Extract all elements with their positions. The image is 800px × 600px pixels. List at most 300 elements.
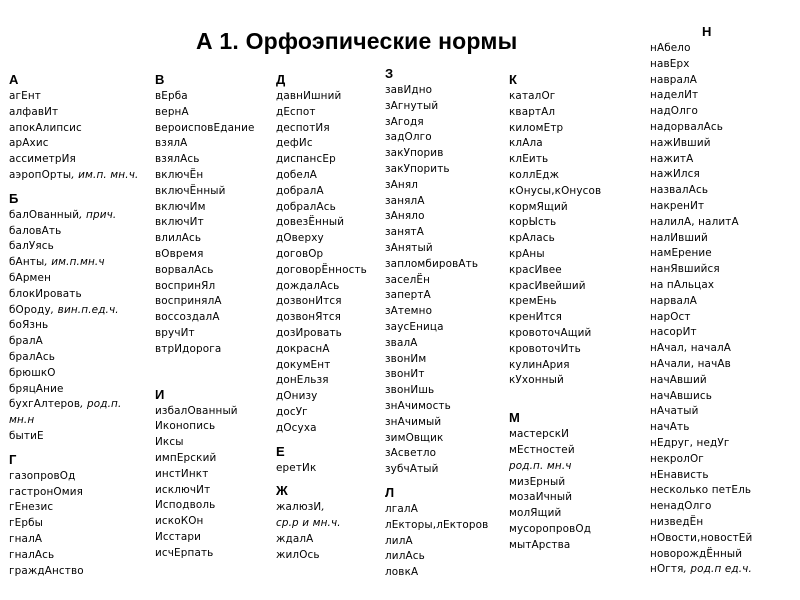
word-item: [276, 373, 367, 389]
word-text: кремЕнь: [509, 295, 557, 308]
word-item: [385, 115, 488, 131]
word-text: арАхис: [9, 137, 49, 150]
word-text: нарвалА: [650, 294, 698, 307]
word-item: [385, 241, 488, 257]
word-text: клЕить: [509, 153, 549, 166]
word-text: нОвости,новостЕй: [650, 531, 753, 544]
word-text: влилАсь: [155, 232, 202, 245]
word-list: [276, 89, 367, 437]
word-text: нажитА: [650, 152, 694, 165]
word-item: [155, 200, 255, 216]
word-item: [650, 325, 752, 341]
word-text: гналАсь: [9, 548, 55, 561]
word-text: зАнял: [385, 178, 419, 191]
word-item: [385, 431, 488, 447]
word-item: [509, 136, 601, 152]
column-k-m: [509, 73, 601, 554]
word-item: [509, 490, 601, 506]
word-text: кулинАрия: [509, 358, 570, 371]
section-letter: В: [155, 72, 165, 87]
word-item: [385, 534, 488, 550]
word-item: [385, 462, 488, 478]
word-item: [650, 531, 752, 547]
word-item: [650, 231, 752, 247]
word-item: [385, 367, 488, 383]
word-item: [9, 303, 138, 319]
word-text: апокАлипсис: [9, 121, 82, 134]
word-text: дозИровать: [276, 326, 342, 339]
word-item: [276, 405, 367, 421]
word-text: баловАть: [9, 224, 62, 237]
word-text: гастронОмия: [9, 485, 84, 498]
word-text: вОвремя: [155, 247, 204, 260]
word-item: [276, 89, 367, 105]
word-text: звонИм: [385, 352, 427, 365]
word-item: [650, 262, 752, 278]
word-item: [650, 73, 752, 89]
word-list: [509, 89, 601, 389]
word-item: [9, 121, 138, 137]
word-text: каталОг: [509, 90, 556, 102]
word-item: [509, 342, 601, 358]
word-text: назвалАсь: [650, 184, 709, 197]
word-text: еретИк: [276, 461, 317, 474]
word-item: [385, 209, 488, 225]
word-item: [9, 136, 138, 152]
word-text: импЕрский: [155, 451, 217, 464]
word-item: [9, 239, 138, 255]
word-item: [276, 279, 367, 295]
word-item: [385, 320, 488, 336]
section-a: [9, 73, 138, 184]
word-list: [9, 208, 138, 445]
word-text: гЕнезис: [9, 501, 54, 514]
word-item: [385, 352, 488, 368]
word-item: [9, 350, 138, 366]
word-text: киломЕтр: [509, 121, 564, 134]
word-text: исключИт: [155, 483, 211, 496]
section-l: [385, 486, 488, 581]
word-item: [155, 184, 255, 200]
word-item: [155, 279, 255, 295]
word-text: лилА: [385, 534, 413, 547]
word-item: [9, 255, 138, 271]
word-item: [509, 247, 601, 263]
word-text: бАнты: [9, 256, 45, 269]
word-text: лгалА: [385, 502, 418, 515]
word-item: [276, 168, 367, 184]
word-item: [385, 225, 488, 241]
word-item: [509, 506, 601, 522]
word-list: [9, 89, 138, 184]
word-item: [276, 532, 367, 548]
word-item: [650, 104, 752, 120]
word-list: [385, 83, 488, 478]
section-v: [155, 73, 255, 358]
word-text: бряцАние: [9, 382, 64, 395]
word-item: [155, 546, 255, 562]
word-item: [509, 215, 601, 231]
section-m: [509, 411, 601, 553]
word-item: [385, 336, 488, 352]
word-text: деспотИя: [276, 121, 330, 134]
column-n: [650, 25, 752, 578]
word-text: дЕспот: [276, 105, 316, 118]
section-d: [276, 73, 367, 437]
word-text: ловкА: [385, 566, 419, 579]
word-item: [276, 342, 367, 358]
word-text: кУхонный: [509, 374, 564, 387]
word-item: [9, 382, 138, 398]
word-text: алфавИт: [9, 105, 59, 118]
word-text: нанЯвшийся: [650, 263, 720, 276]
word-item: [276, 389, 367, 405]
word-item: [509, 326, 601, 342]
word-item: [155, 89, 255, 105]
word-text: мусоропровОд: [509, 522, 592, 535]
grammar-note: , им.п.мн.ч: [44, 256, 105, 269]
word-text: кровоточИть: [509, 342, 581, 355]
word-text: нарОст: [650, 310, 691, 323]
word-text: надОлго: [650, 105, 699, 118]
word-text: лЕкторы,лЕкторов: [385, 518, 489, 531]
word-text: закУпорить: [385, 162, 450, 175]
word-item: [9, 168, 138, 184]
word-text: зубчАтый: [385, 463, 439, 476]
word-text: навралА: [650, 73, 698, 86]
word-item: [385, 146, 488, 162]
word-text: занятА: [385, 226, 424, 239]
word-text: знАчимость: [385, 399, 451, 412]
word-item: [509, 373, 601, 389]
word-text: донЕльзя: [276, 374, 329, 387]
word-text: взялА: [155, 137, 188, 150]
word-item: [385, 178, 488, 194]
word-text: договОр: [276, 247, 324, 260]
word-list: [155, 89, 255, 358]
word-list: [9, 469, 138, 580]
word-item: [650, 167, 752, 183]
word-item: [509, 358, 601, 374]
word-text: зимОвщик: [385, 431, 444, 444]
grammar-note: , вин.п.ед.ч.: [50, 303, 119, 316]
word-text: насорИт: [650, 326, 697, 339]
word-text: бралА: [9, 335, 43, 348]
word-item: [155, 215, 255, 231]
word-text: взялАсь: [155, 153, 200, 166]
word-item: [9, 271, 138, 287]
word-text: нажИлся: [650, 168, 700, 181]
word-item: [276, 152, 367, 168]
word-text: дОнизу: [276, 390, 318, 403]
word-text: вручИт: [155, 326, 195, 339]
word-text: договорЁнность: [276, 263, 367, 276]
word-text: дОверху: [276, 232, 324, 245]
word-text: молЯщий: [509, 507, 562, 520]
section-n: [650, 25, 752, 578]
word-item: [385, 273, 488, 289]
word-text: крАны: [509, 247, 545, 260]
word-item: [650, 515, 752, 531]
word-item: [9, 208, 138, 224]
word-text: зАгнутый: [385, 99, 439, 112]
word-text: начАвший: [650, 373, 707, 386]
word-item: [385, 194, 488, 210]
word-text: некролОг: [650, 452, 704, 465]
word-text: звонИт: [385, 368, 425, 381]
word-text: дождалАсь: [276, 279, 340, 292]
word-text: включЁнный: [155, 184, 226, 197]
word-item: [509, 105, 601, 121]
word-list: [509, 427, 601, 553]
word-item: [9, 105, 138, 121]
word-item: [276, 500, 367, 516]
word-item: [276, 516, 367, 532]
word-text: агЕнт: [9, 90, 41, 102]
word-text: нОгтя: [650, 563, 684, 576]
word-text: мозаИчный: [509, 491, 573, 504]
section-e: [276, 445, 367, 477]
word-text: искоКОн: [155, 515, 204, 528]
word-item: [9, 397, 138, 413]
word-item: [509, 443, 601, 459]
word-item: [385, 565, 488, 581]
word-item: [650, 199, 752, 215]
word-text: мастерскИ: [509, 428, 570, 441]
word-text: Исподволь: [155, 499, 216, 512]
word-item: [155, 136, 255, 152]
word-item: [276, 421, 367, 437]
section-i: [155, 388, 255, 562]
word-text: корЫсть: [509, 216, 557, 229]
section-letter: М: [509, 410, 520, 426]
word-item: [9, 469, 138, 485]
word-text: брюшкО: [9, 366, 56, 379]
word-text: дОсуха: [276, 421, 317, 434]
word-text: довезЁнный: [276, 216, 345, 229]
word-text: кормЯщий: [509, 200, 568, 213]
word-text: зАнятый: [385, 241, 433, 254]
word-item: [155, 326, 255, 342]
section-letter: Б: [9, 190, 19, 206]
section-letter: Г: [9, 451, 17, 467]
word-text: мЕстностей: [509, 443, 575, 456]
word-text: красИвее: [509, 263, 562, 276]
word-item: [155, 467, 255, 483]
word-text: звалА: [385, 336, 418, 349]
word-text: воспринялА: [155, 295, 222, 308]
word-item: [155, 514, 255, 530]
word-item: [650, 215, 752, 231]
word-text: бОроду: [9, 303, 51, 316]
word-item: [509, 200, 601, 216]
word-text: досУг: [276, 405, 308, 418]
word-item: [509, 89, 601, 105]
grammar-note: род.п. мн.ч: [509, 459, 572, 472]
word-item: [155, 483, 255, 499]
word-item: [650, 562, 752, 578]
word-item: [155, 451, 255, 467]
word-text: завИдно: [385, 84, 433, 96]
word-item: [650, 120, 752, 136]
word-item: [276, 358, 367, 374]
word-text: звонИшь: [385, 384, 435, 397]
word-item: [385, 130, 488, 146]
word-text: мытАрства: [509, 538, 571, 551]
word-item: [385, 415, 488, 431]
word-item: [155, 105, 255, 121]
word-list: [155, 404, 255, 562]
word-item: [509, 475, 601, 491]
word-text: включИт: [155, 216, 204, 229]
word-item: [155, 435, 255, 451]
word-item: [509, 538, 601, 554]
word-item: [385, 288, 488, 304]
word-item: [9, 532, 138, 548]
word-text: нАчал, началА: [650, 342, 732, 355]
word-list: [385, 502, 488, 581]
word-item: [276, 326, 367, 342]
word-item: [385, 257, 488, 273]
section-k: [509, 73, 601, 389]
word-text: бралАсь: [9, 350, 56, 363]
word-item: [650, 389, 752, 405]
word-text: включИм: [155, 200, 206, 213]
grammar-note: ,: [321, 501, 325, 514]
word-list: [650, 41, 752, 578]
word-item: [9, 564, 138, 580]
word-text: зАсветло: [385, 447, 437, 460]
section-letter: Ж: [276, 483, 288, 499]
word-text: жилОсь: [276, 548, 320, 561]
word-item: [650, 373, 752, 389]
word-item: [155, 231, 255, 247]
word-text: бытиЕ: [9, 429, 44, 442]
grammar-note: , прич.: [79, 208, 117, 221]
word-text: вЕрба: [155, 90, 188, 102]
word-item: [650, 436, 752, 452]
word-text: вернА: [155, 105, 189, 118]
word-item: [509, 168, 601, 184]
section-letter: И: [155, 386, 165, 402]
word-text: ждалА: [276, 532, 314, 545]
word-text: заселЁн: [385, 273, 431, 286]
section-letter: К: [509, 72, 517, 87]
word-item: [385, 99, 488, 115]
word-text: жалюзИ: [276, 501, 322, 514]
section-letter: З: [385, 66, 394, 81]
word-text: балУясь: [9, 240, 54, 253]
word-item: [9, 224, 138, 240]
section-zh: [276, 484, 367, 563]
section-b: [9, 192, 138, 445]
word-text: вероисповЕдание: [155, 121, 255, 134]
word-list: [276, 461, 367, 477]
word-item: [155, 168, 255, 184]
word-item: [650, 452, 752, 468]
word-text: диспансЕр: [276, 153, 336, 166]
word-text: докраснА: [276, 342, 330, 355]
word-text: лилАсь: [385, 550, 425, 563]
word-item: [276, 136, 367, 152]
word-item: [509, 522, 601, 538]
word-text: Иконопись: [155, 420, 216, 433]
word-text: инстИнкт: [155, 467, 209, 480]
word-item: [385, 383, 488, 399]
word-item: [385, 162, 488, 178]
word-text: занялА: [385, 194, 425, 207]
word-text: давнИшний: [276, 90, 342, 102]
section-g: [9, 453, 138, 580]
word-text: Исстари: [155, 530, 202, 543]
word-item: [155, 419, 255, 435]
column-d-e-zh: [276, 73, 367, 564]
word-text: нЕдруг, недУг: [650, 436, 730, 449]
word-item: [276, 548, 367, 564]
word-text: крАлась: [509, 232, 555, 245]
word-item: [385, 304, 488, 320]
word-item: [9, 89, 138, 105]
word-text: красИвейший: [509, 279, 586, 292]
word-text: балОванный: [9, 208, 80, 221]
word-text: несколько петЕль: [650, 484, 752, 497]
word-text: задОлго: [385, 131, 432, 144]
word-item: [385, 399, 488, 415]
word-item: [9, 516, 138, 532]
word-item: [276, 461, 367, 477]
grammar-note: мн.н: [9, 414, 35, 427]
word-text: на пАльцах: [650, 278, 715, 291]
word-item: [9, 413, 138, 429]
word-text: надорвалАсь: [650, 120, 724, 133]
word-text: заусЕница: [385, 320, 444, 333]
word-item: [9, 318, 138, 334]
word-item: [276, 310, 367, 326]
word-item: [650, 152, 752, 168]
word-text: зАгодя: [385, 115, 424, 128]
word-item: [155, 247, 255, 263]
word-item: [276, 184, 367, 200]
word-item: [9, 485, 138, 501]
word-text: мизЕрный: [509, 475, 566, 488]
word-text: исчЕрпать: [155, 546, 214, 559]
word-item: [276, 247, 367, 263]
section-letter: Н: [702, 24, 712, 39]
word-item: [509, 427, 601, 443]
word-item: [650, 41, 752, 57]
word-item: [650, 483, 752, 499]
word-text: гналА: [9, 532, 43, 545]
word-text: ненадОлго: [650, 500, 712, 513]
section-letter: Е: [276, 443, 285, 459]
word-text: добелА: [276, 168, 317, 181]
word-item: [650, 246, 752, 262]
word-item: [9, 429, 138, 445]
word-item: [509, 279, 601, 295]
word-item: [509, 263, 601, 279]
word-item: [650, 420, 752, 436]
word-item: [276, 200, 367, 216]
word-text: нЕнависть: [650, 468, 709, 481]
word-text: знАчимый: [385, 415, 442, 428]
word-item: [276, 105, 367, 121]
word-text: запломбировАть: [385, 257, 479, 270]
word-text: добралА: [276, 184, 324, 197]
word-item: [155, 530, 255, 546]
word-text: докумЕнт: [276, 358, 331, 371]
word-item: [650, 183, 752, 199]
word-item: [155, 342, 255, 358]
